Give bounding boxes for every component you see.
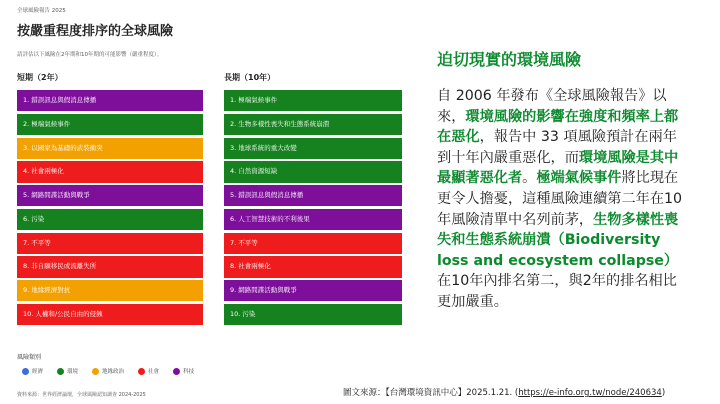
figure-subtitle: 請評估以下風險在2年期和10年期的可能影響（嚴重程度）。 [17, 52, 163, 58]
legend-dot-icon [92, 368, 99, 375]
short-term-risk-bar: 6. 污染 [17, 209, 203, 230]
long-term-risk-bar: 9. 網路間諜活動與戰爭 [224, 280, 402, 301]
short-term-risk-bar: 4. 社會兩極化 [17, 161, 203, 182]
commentary-body [437, 86, 689, 313]
short-term-heading: 短期（2年） [17, 73, 63, 82]
legend-dot-icon [57, 368, 64, 375]
long-term-heading: 長期（10年） [224, 73, 276, 82]
legend [22, 367, 194, 375]
credit-suffix: ) [661, 388, 666, 398]
legend-item [92, 367, 124, 375]
highlighted-text: 生物多樣性喪失和生態系統崩潰（Biodiversity loss and ecosystem collapse） [437, 211, 679, 269]
body-text: ，報告中 33 項風險預計在兩年到十年內嚴重惡化，而 [437, 129, 677, 166]
long-term-risk-bar: 7. 不平等 [224, 233, 402, 254]
long-term-risk-bar: 3. 地球系統的重大改變 [224, 138, 402, 159]
legend-label: 地緣政治 [102, 369, 125, 375]
legend-dot-icon [22, 368, 29, 375]
body-text: 在10年內排名第二，與2年的排名相比更加嚴重。 [437, 273, 677, 310]
short-term-risk-bar: 10. 人權和/公民自由的侵蝕 [17, 304, 203, 325]
legend-label: 科技 [183, 369, 195, 375]
body-text: 自 2006 年發布《全球風險報告》以來， [437, 88, 667, 125]
legend-label: 環境 [67, 369, 79, 375]
highlighted-text: 環境風險的影響在強度和頻率上都在惡化 [437, 108, 679, 146]
short-term-risk-bar: 5. 網路間諜活動與戰爭 [17, 185, 203, 206]
long-term-risk-bar: 5. 錯誤訊息與假消息傳播 [224, 185, 402, 206]
long-term-risk-bar: 8. 社會兩極化 [224, 256, 402, 277]
legend-item [57, 367, 78, 375]
short-term-list [17, 90, 203, 328]
short-term-risk-bar: 8. 非自願移民或流離失所 [17, 256, 203, 277]
legend-dot-icon [173, 368, 180, 375]
figure-title: 按嚴重程度排序的全球風險 [17, 24, 174, 39]
report-name: 全球風險報告 2025 [17, 8, 66, 14]
commentary-heading: 迫切現實的環境風險 [437, 50, 582, 69]
legend-label: 社會 [148, 369, 160, 375]
short-term-risk-bar: 7. 不平等 [17, 233, 203, 254]
legend-item [22, 367, 43, 375]
short-term-risk-bar: 9. 地緣經濟對抗 [17, 280, 203, 301]
figure-source: 資料來源：世界經濟論壇，全球風險認知調查 2024-2025 [17, 392, 146, 398]
body-text: 。 [522, 170, 537, 187]
credit-link[interactable]: https://e-info.org.tw/node/240634 [518, 388, 662, 398]
legend-title: 風險類別 [17, 354, 42, 361]
legend-dot-icon [138, 368, 145, 375]
long-term-list [224, 90, 402, 328]
short-term-risk-bar: 2. 極端氣候事件 [17, 114, 203, 135]
long-term-risk-bar: 1. 極端氣候事件 [224, 90, 402, 111]
legend-item [138, 367, 159, 375]
short-term-risk-bar: 1. 錯誤訊息與假消息傳播 [17, 90, 203, 111]
highlighted-text: 環境風險是其中最顯著惡化者 [437, 149, 679, 187]
body-text: 將比現在更令人擔憂，這種風險連續第二年在10年風險清單中名列前茅， [437, 170, 683, 228]
credit-prefix: 圖文來源：【台灣環境資訊中心】2025.1.21. ( [343, 388, 519, 398]
legend-item [173, 367, 194, 375]
long-term-risk-bar: 4. 自然資源短缺 [224, 161, 402, 182]
long-term-risk-bar: 10. 污染 [224, 304, 402, 325]
short-term-risk-bar: 3. 以國家為基礎的武裝衝突 [17, 138, 203, 159]
long-term-risk-bar: 6. 人工智慧技術的不利後果 [224, 209, 402, 230]
long-term-risk-bar: 2. 生物多樣性喪失和生態系統崩潰 [224, 114, 402, 135]
highlighted-text: 極端氣候事件 [536, 170, 622, 187]
legend-label: 經濟 [32, 369, 44, 375]
credit-line [343, 386, 665, 398]
